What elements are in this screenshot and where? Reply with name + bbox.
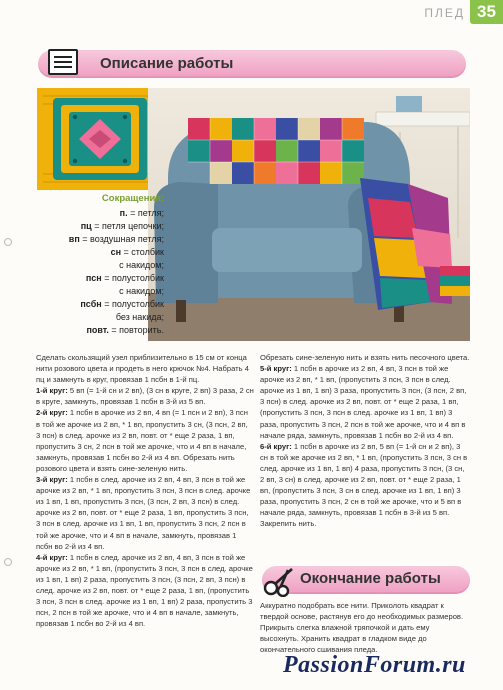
section-label: ПЛЕД [424, 6, 465, 20]
armchair-blanket-photo [148, 88, 470, 341]
granny-square-swatch [37, 88, 163, 190]
abbreviations-title: Сокращения: [101, 193, 164, 204]
abbreviation-line: повт. = повторить. [86, 325, 164, 335]
abbreviation-line: без накида; [115, 312, 164, 322]
abbreviation-line: псн = полустолбик [85, 273, 164, 283]
section-title: Описание работы [100, 55, 234, 72]
round-6: 6-й круг: 1 псбн в арочке из 2 вп, 5 вп (= 1-й сн и 2 вп), 3 сн в той же арочке из 2 вп, * 1 вп, (пропустить 3 псн, 3 сн в след. арочке из 1 вп, 1 вп) 4 раза, пропустить 3 псн, (3 сн, 2 вп, 3 сн) в след. арочке из 2 вп, повт. от * еще 2 раза, 1 вп, (пропустить 3 псн, 3 сн в след. арочке из 1 вп, 1 вп) 3 раза, пропустить 3 псн, 2 сн в той же арочке, что и 5 вп в начале ряда, замкнуть, провязав 1 псбн в 3-й из 5 вп. Закрепить нить. [260, 441, 468, 529]
round-2: 2-й круг: 1 псбн в арочке из 2 вп, 4 вп (= 1 псн и 2 вп), 3 псн в той же арочке из 2 вп, * 1 вп, пропустить 3 сн, (3 псн, 2 вп, 3 псн) в след. арочке из 2 вп, повт. от * еще 2 раза, 1 вп, пропустить 3 сн, 2 псн в той же арочке, что и 4 вп в начале, замкнуть, провязав 1 псбн во 2-й из 4 вп. Обрезать нить розового цвета и взять сине-зеленую нить. [36, 408, 248, 473]
binder-hole [4, 238, 12, 246]
watermark: PassionForum.ru [283, 652, 466, 678]
round-1: 1-й круг: 5 вп (= 1-й сн и 2 вп), (3 сн в круге, 2 вп) 3 раза, 2 сн в круге, замкнуть, провязав 1 псбн в 3-й из 5 вп. [36, 386, 254, 407]
paragraph: Обрезать сине-зеленую нить и взять нить песочного цвета. [260, 353, 470, 362]
round-3: 3-й круг: 1 псбн в след. арочке из 2 вп, 4 вп, 3 псн в той же арочке из 2 вп, * 1 вп, пропустить 3 псн, 3 псн в след. арочке из 1 вп, 1 вп, пропустить 3 псн, (3 псн, 2 вп, 3 псн) в след. арочке из 2 вп, повт. от * еще 2 раза, 1 вп, пропустить 3 псн, 3 псн в след. арочке из 1 вп, 1 вп, пропустить 3 псн, 2 псн в той же арочке, что и 4 вп в начале, замкнуть, провязав 1 псбн во 2-й из 4 вп. [36, 475, 251, 551]
abbreviation-line: сн = столбик [110, 247, 164, 257]
abbreviation-line: с накидом; [119, 286, 164, 296]
scissors-icon [262, 567, 296, 597]
instructions-right-column [260, 352, 470, 530]
abbreviation-line: п. = петля; [119, 208, 164, 218]
paragraph: Сделать скользящий узел приблизительно в 15 см от конца нити розового цвета и продеть в него крючок №4. Набрать 4 пц и замкнуть в круг, провязав 1 псбн в 1-й пц. [36, 353, 249, 385]
notepad-icon [48, 49, 78, 75]
page-number: 35 [470, 0, 503, 24]
abbreviation-line: вп = воздушная петля; [68, 234, 164, 244]
round-5: 5-й круг: 1 псбн в арочке из 2 вп, 4 вп, 3 псн в той же арочке из 2 вп, * 1 вп, (пропустить 3 псн, 3 псн в след. арочке из 1 вп, 1 вп) 3 раза, пропустить 3 псн, (3 псн, 2 вп, 3 псн) в след. арочке из 2 вп, повт. от * еще 2 раза, 1 вп, (пропустить 3 псн, 3 псн в след. арочке из 1 вп, 1 вп) 3 раза, пропустить 3 псн, 2 псн в той же арочке, что и 4 вп в начале ряда, замкнуть, провязав 1 псбн во 2-й из 4 вп. [260, 364, 467, 440]
finish-title: Окончание работы [300, 570, 441, 587]
abbreviation-line: псбн = полустолбик [80, 299, 164, 309]
finish-text: Аккуратно подобрать все нити. Приколоть квадрат к твердой основе, растянув его до необходимых размеров. Прикрыть слегка влажной тряпочкой и дать ему высохнуть. Хранить квадрат в гладком виде до окончательного сшивания пледа. [260, 601, 464, 655]
binder-hole [4, 558, 12, 566]
round-4: 4-й круг: 1 псбн в след. арочке из 2 вп, 4 вп, 3 псн в той же арочке из 2 вп, * 1 вп, (пропустить 3 псн, 3 псн в след. арочке из 1 вп, 1 вп) 2 раза, пропустить 3 псн, (3 псн, 2 вп, 3 псн) в след. арочке из 2 вп, повт. от * еще 2 раза, 1 вп, (пропустить 3 псн, 3 псн в след. арочке из 1 вп, 1 вп) 2 раза, пропустить 3 псн, 2 псн в той же арочке, что и 4 вп в начале, замкнуть, провязав 1 псбн во 2-й из 4 вп. [36, 552, 253, 629]
abbreviation-line: с накидом; [119, 260, 164, 270]
instructions-left-column [36, 352, 254, 629]
abbreviation-line: пц = петля цепочки; [80, 221, 164, 231]
